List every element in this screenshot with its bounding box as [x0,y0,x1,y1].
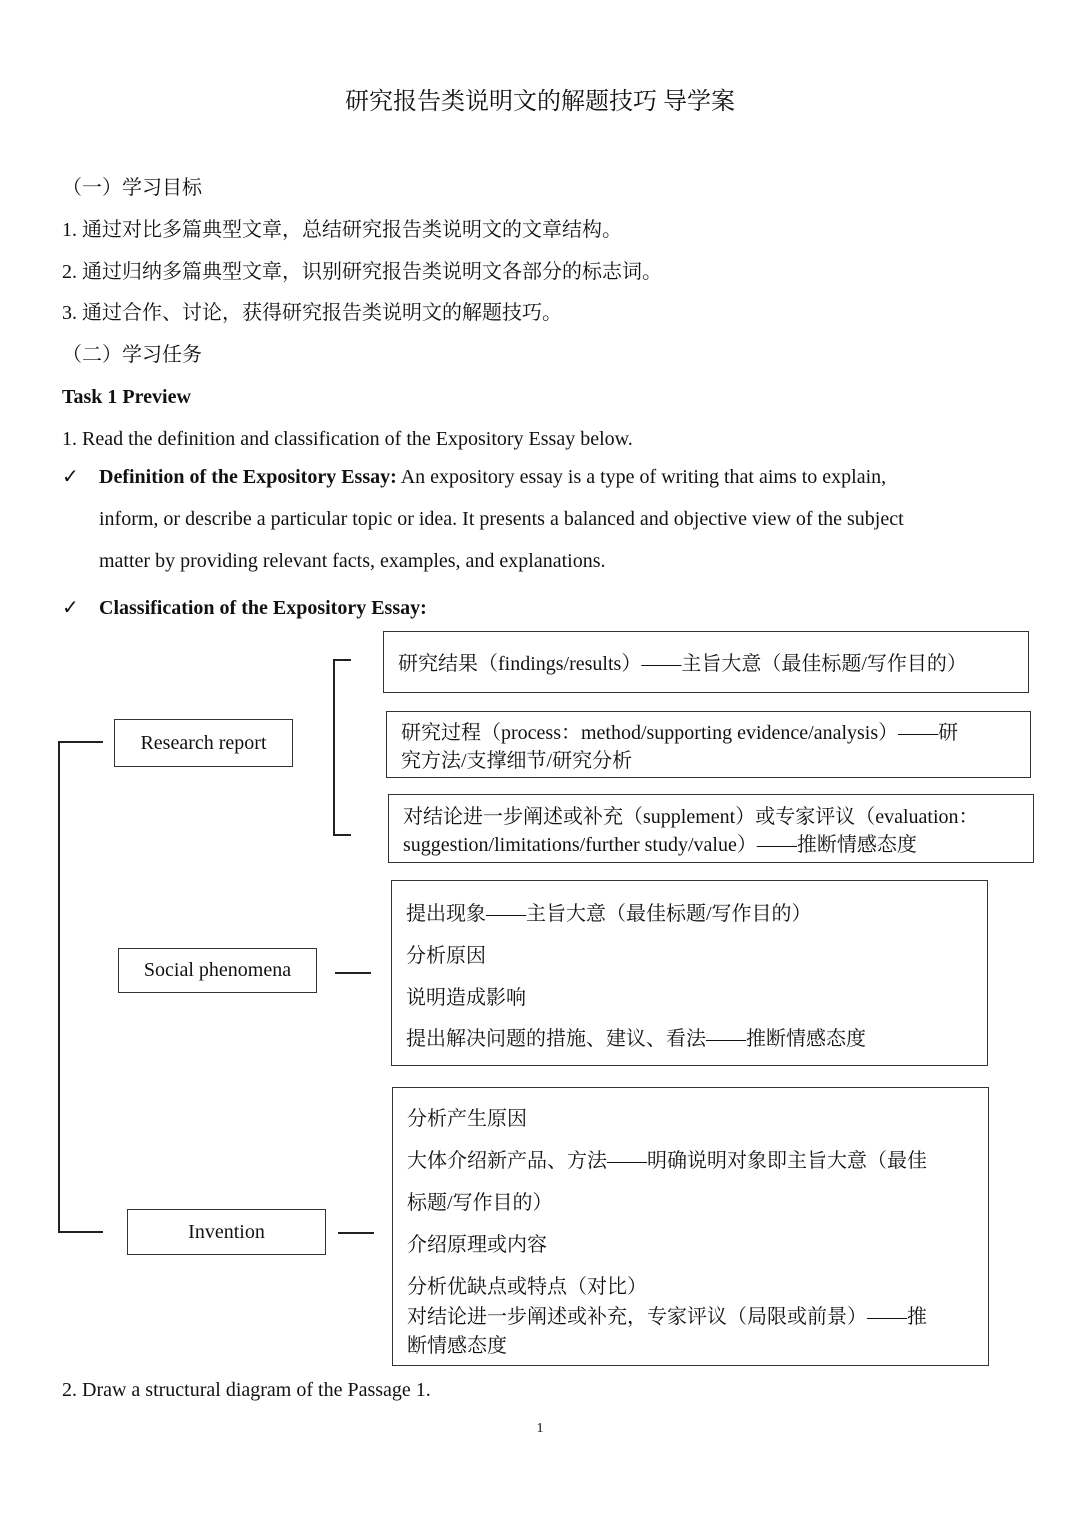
bracket-line [58,1231,103,1233]
box-text: 研究结果（findings/results）——主旨大意（最佳标题/写作目的） [398,653,967,675]
box-text: 断情感态度 [407,1335,507,1357]
definition-label: Definition of the Expository Essay: [99,466,397,488]
research-process-box [386,711,1031,778]
invention-label: Invention [127,1209,326,1255]
task-title: Task 1 Preview [62,386,191,408]
section-heading-goals: （一）学习目标 [62,177,202,199]
instruction-2: 2. Draw a structural diagram of the Passage 1. [62,1379,431,1401]
definition-text: An expository essay is a type of writing that aims to explain, [396,466,887,488]
check-icon: ✓ [62,466,79,488]
box-text: 分析产生原因 [407,1108,527,1130]
bracket-line [333,659,335,836]
research-findings-box [383,631,1029,693]
check-icon: ✓ [62,597,79,619]
box-text: 提出现象——主旨大意（最佳标题/写作目的） [406,903,812,925]
bracket-line [333,659,351,661]
bracket-line [333,834,351,836]
instruction-1: 1. Read the definition and classification of the Expository Essay below. [62,428,633,450]
box-text: 对结论进一步阐述或补充，专家评议（局限或前景）——推 [407,1306,927,1328]
box-text: 大体介绍新产品、方法——明确说明对象即主旨大意（最佳 [407,1150,927,1172]
box-text: 分析优缺点或特点（对比） [407,1276,647,1298]
box-text: 究方法/支撑细节/研究分析 [401,750,633,772]
page-title: 研究报告类说明文的解题技巧 导学案 [345,89,735,115]
social-phenomena-box [391,880,988,1066]
research-report-label: Research report [114,719,293,767]
box-text: 对结论进一步阐述或补充（supplement）或专家评议（evaluation： [403,806,979,828]
box-text: 分析原因 [406,945,486,967]
research-evaluation-box [388,794,1034,863]
section-heading-tasks: （二）学习任务 [62,344,202,366]
definition-text: inform, or describe a particular topic or idea. It presents a balanced and objective view of the subject [99,508,904,530]
connector-dash [338,1232,374,1234]
box-text: 介绍原理或内容 [407,1234,547,1256]
bracket-line [58,741,103,743]
box-text: suggestion/limitations/further study/value）——推断情感态度 [403,834,917,856]
definition-text: matter by providing relevant facts, examples, and explanations. [99,550,606,572]
classification-label: Classification of the Expository Essay: [99,597,427,619]
invention-box [392,1087,989,1366]
connector-dash [335,972,371,974]
definition-line [99,465,886,489]
goal-item: 1. 通过对比多篇典型文章，总结研究报告类说明文的文章结构。 [62,219,622,241]
goal-item: 2. 通过归纳多篇典型文章，识别研究报告类说明文各部分的标志词。 [62,261,662,283]
box-text: 研究过程（process：method/supporting evidence/analysis）——研 [401,722,959,744]
box-text: 标题/写作目的） [407,1192,553,1214]
page-number: 1 [536,1421,544,1436]
box-text: 提出解决问题的措施、建议、看法——推断情感态度 [406,1028,866,1050]
social-phenomena-label: Social phenomena [118,948,317,993]
goal-item: 3. 通过合作、讨论，获得研究报告类说明文的解题技巧。 [62,302,562,324]
bracket-line [58,741,60,1233]
box-text: 说明造成影响 [406,987,526,1009]
